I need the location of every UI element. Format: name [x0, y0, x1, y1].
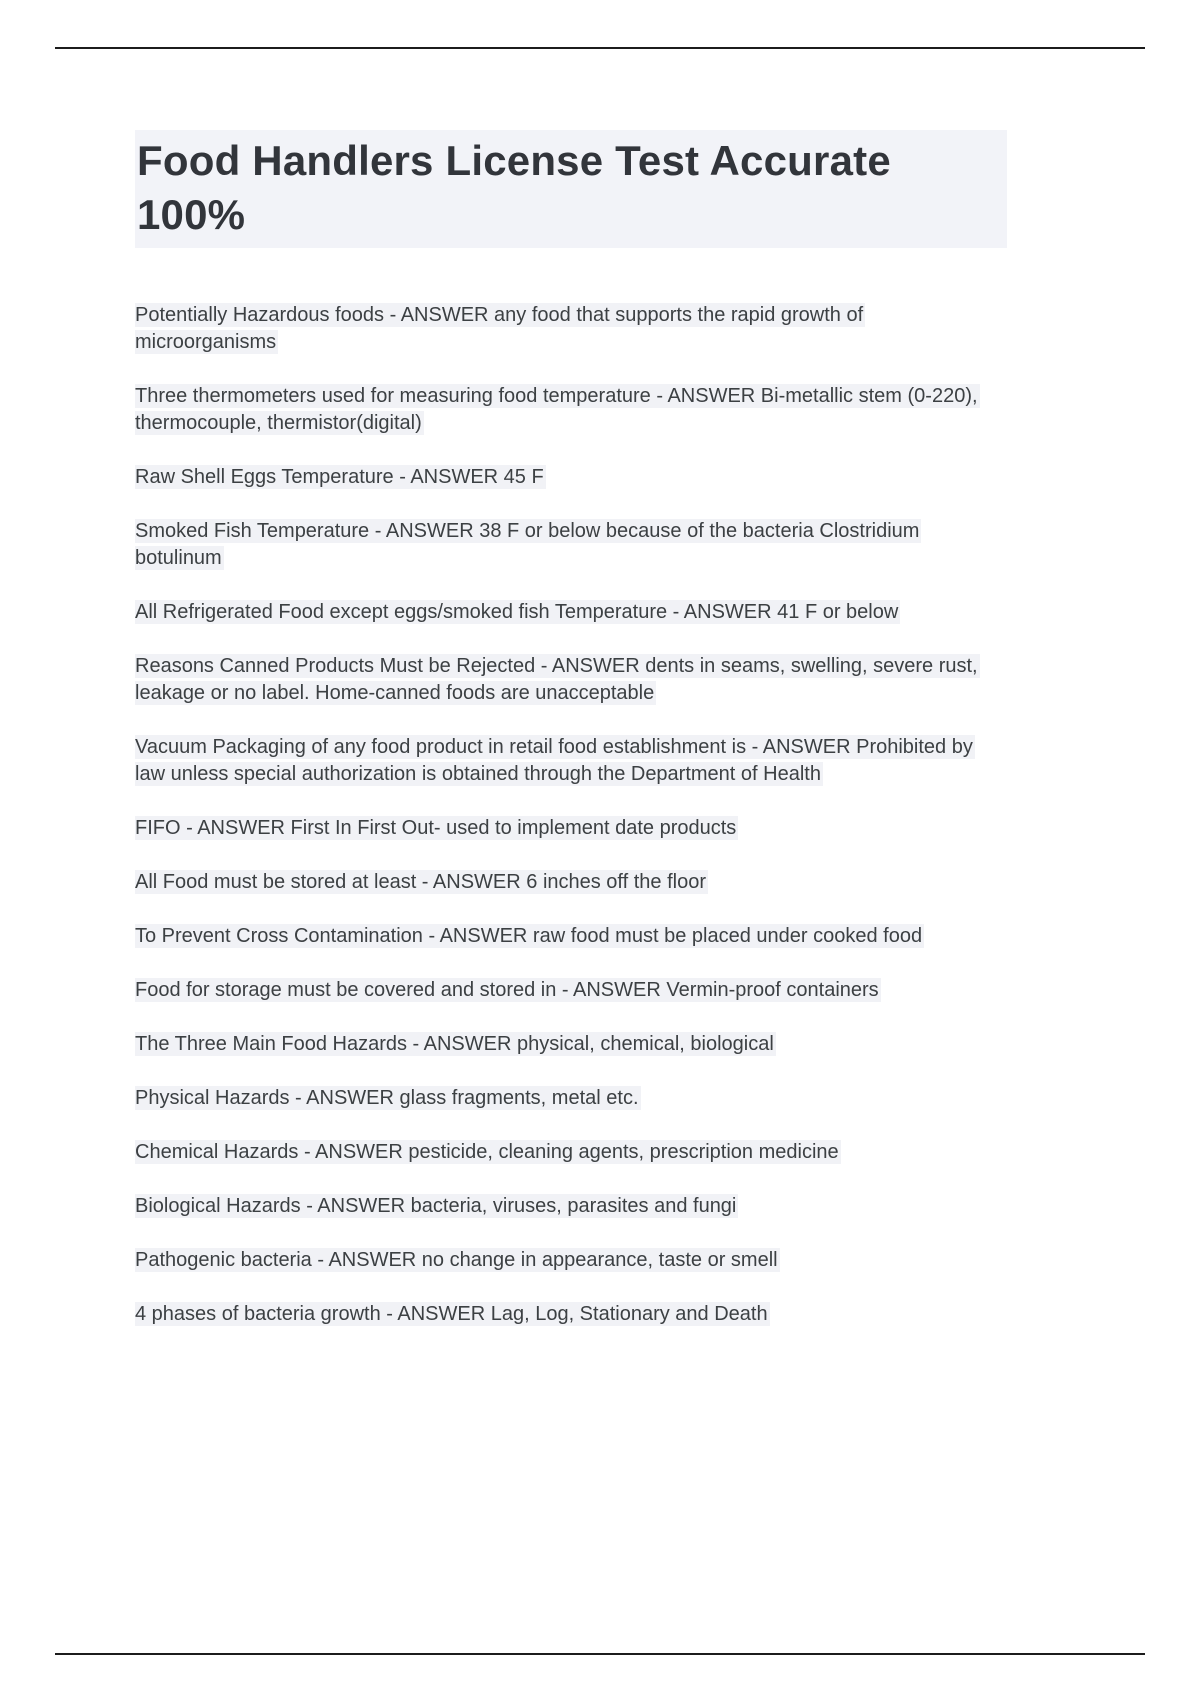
qa-item	[135, 923, 1007, 950]
qa-item-text: All Refrigerated Food except eggs/smoked fish Temperature - ANSWER 41 F or below	[135, 600, 899, 623]
qa-item	[135, 1193, 1007, 1220]
qa-item	[135, 1139, 1007, 1166]
qa-item-text: The Three Main Food Hazards - ANSWER physical, chemical, biological	[135, 1032, 774, 1055]
qa-item-text: Reasons Canned Products Must be Rejected - ANSWER dents in seams, swelling, severe rust, leakage or no label. Home-canned foods are unacceptable	[135, 654, 978, 704]
qa-item	[135, 1301, 1007, 1328]
qa-item-text: Vacuum Packaging of any food product in retail food establishment is - ANSWER Prohibited by law unless special authorization is obtained through the Department of Health	[135, 735, 973, 785]
qa-item-text: Three thermometers used for measuring food temperature - ANSWER Bi-metallic stem (0-220), thermocouple, thermistor(digital)	[135, 384, 978, 434]
qa-item-text: All Food must be stored at least - ANSWER 6 inches off the floor	[135, 870, 707, 893]
qa-item	[135, 734, 1007, 788]
qa-item-text: 4 phases of bacteria growth - ANSWER Lag, Log, Stationary and Death	[135, 1302, 768, 1325]
qa-item	[135, 383, 1007, 437]
qa-item	[135, 464, 1007, 491]
qa-item	[135, 653, 1007, 707]
document-content	[135, 130, 1007, 1355]
qa-item-text: FIFO - ANSWER First In First Out- used to implement date products	[135, 816, 737, 839]
qa-item	[135, 302, 1007, 356]
qa-item	[135, 1031, 1007, 1058]
qa-item	[135, 518, 1007, 572]
bottom-rule	[55, 1653, 1145, 1655]
qa-list	[135, 302, 1007, 1328]
qa-item-text: Potentially Hazardous foods - ANSWER any food that supports the rapid growth of microorganisms	[135, 303, 864, 353]
qa-item	[135, 1247, 1007, 1274]
qa-item-text: To Prevent Cross Contamination - ANSWER raw food must be placed under cooked food	[135, 924, 923, 947]
qa-item-text: Physical Hazards - ANSWER glass fragments, metal etc.	[135, 1086, 639, 1109]
qa-item-text: Biological Hazards - ANSWER bacteria, viruses, parasites and fungi	[135, 1194, 737, 1217]
qa-item	[135, 815, 1007, 842]
qa-item-text: Smoked Fish Temperature - ANSWER 38 F or below because of the bacteria Clostridium botulinum	[135, 519, 920, 569]
qa-item	[135, 599, 1007, 626]
qa-item-text: Pathogenic bacteria - ANSWER no change in appearance, taste or smell	[135, 1248, 778, 1271]
top-rule	[55, 47, 1145, 49]
qa-item-text: Food for storage must be covered and stored in - ANSWER Vermin-proof containers	[135, 978, 879, 1001]
page-title: Food Handlers License Test Accurate 100%	[135, 130, 1007, 248]
qa-item-text: Chemical Hazards - ANSWER pesticide, cleaning agents, prescription medicine	[135, 1140, 839, 1163]
qa-item	[135, 1085, 1007, 1112]
qa-item	[135, 869, 1007, 896]
qa-item-text: Raw Shell Eggs Temperature - ANSWER 45 F	[135, 465, 544, 488]
qa-item	[135, 977, 1007, 1004]
